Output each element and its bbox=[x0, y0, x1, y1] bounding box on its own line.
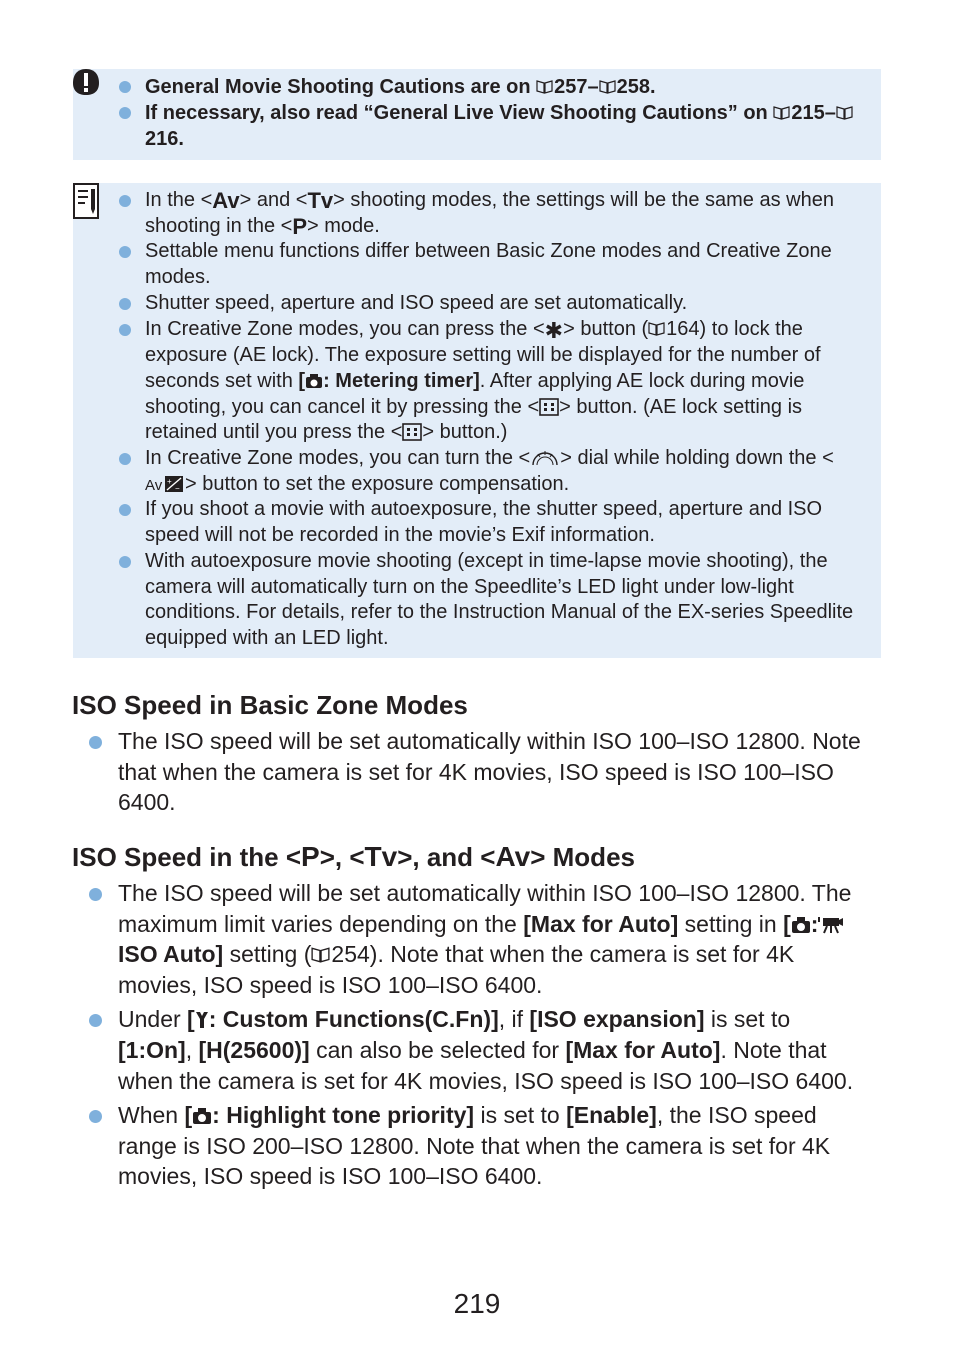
page-number: 219 bbox=[453, 1288, 501, 1319]
ae-release-icon bbox=[539, 398, 559, 416]
page-ref-icon bbox=[599, 80, 616, 94]
av-mode-icon: Av bbox=[212, 188, 240, 213]
ae-lock-icon: ✱ bbox=[544, 317, 564, 343]
list-item: In the <Av> and <Tv> shooting modes, the settings will be the same as when shooting in the <P> mode. bbox=[117, 188, 869, 239]
wrench-icon bbox=[195, 1011, 209, 1029]
page-ref-icon bbox=[536, 80, 553, 94]
svg-text:−: − bbox=[175, 483, 180, 493]
caution-box bbox=[73, 69, 881, 160]
quick-control-dial-icon bbox=[530, 447, 560, 467]
page-ref-icon bbox=[311, 947, 330, 963]
section-heading-p-tv-av: ISO Speed in the <P>, <Tv>, and <Av> Modes bbox=[72, 841, 635, 872]
list-item: With autoexposure movie shooting (except in time-lapse movie shooting), the camera will automatically turn on the Speedlite’s LED light under low-light conditions. For details, refer to the Instruction Manual of the EX-series Speedlite equipped with an LED light. bbox=[117, 549, 869, 652]
note-box bbox=[73, 183, 881, 658]
list-item: Under [ : Custom Functions(C.Fn)], if [ISO expansion] is set to [1:On], [H(25600)] can also be selected for [Max for Auto]. Note that when the camera is set for 4K movies, ISO speed is ISO 100–ISO 6400. bbox=[89, 1004, 869, 1096]
list-item: General Movie Shooting Cautions are on 257– 258. bbox=[117, 74, 869, 100]
exposure-compensation-icon bbox=[145, 475, 185, 493]
p-mode-icon: P bbox=[292, 213, 308, 239]
caution-list bbox=[117, 74, 869, 152]
page-ref-icon bbox=[773, 106, 790, 120]
camera-icon bbox=[192, 1107, 212, 1125]
p-mode-icon: P bbox=[301, 841, 320, 872]
camera-icon bbox=[305, 373, 323, 389]
list-item: In Creative Zone modes, you can turn the < > dial while holding down the < Av + − > button to set the exposure compensation. bbox=[117, 446, 869, 497]
list-item: In Creative Zone modes, you can press the <✱> button ( 164) to lock the exposure (AE lock). The exposure setting will be displayed for the number of seconds set with [ : Metering timer]. After applying AE lock during movie shooting, you can cancel it by pressing the < > button. (AE lock setting is retained until you press the < > button.) bbox=[117, 317, 869, 447]
ae-release-icon bbox=[402, 423, 422, 441]
svg-text:+: + bbox=[167, 476, 172, 486]
list-item: If necessary, also read “General Live View Shooting Cautions” on 215–216. bbox=[117, 100, 869, 152]
section-heading-basic-zone: ISO Speed in Basic Zone Modes bbox=[72, 690, 468, 720]
movie-icon bbox=[818, 916, 844, 934]
shooting-menu-icon: [ bbox=[298, 369, 306, 392]
list-item: When [ : Highlight tone priority] is set to [Enable], the ISO speed range is ISO 200–ISO 12800. Note that when the camera is set for 4K movies, ISO speed is ISO 100–ISO 6400. bbox=[89, 1100, 869, 1192]
p-tv-av-list bbox=[89, 878, 869, 1196]
list-item: The ISO speed will be set automatically within ISO 100–ISO 12800. The maximum limit varies depending on the [Max for Auto] setting in [ :ISO Auto] setting ( 254). Note that when the camera is set for 4K movies, ISO speed is ISO 100–ISO 6400. bbox=[89, 878, 869, 1000]
caution-icon bbox=[73, 69, 103, 109]
note-list bbox=[117, 188, 869, 652]
tv-mode-icon: Tv bbox=[307, 188, 334, 213]
memo-icon bbox=[73, 183, 103, 223]
page-ref-icon bbox=[836, 106, 853, 120]
list-item: The ISO speed will be set automatically within ISO 100–ISO 12800. Note that when the camera is set for 4K movies, ISO speed is ISO 100–ISO 6400. bbox=[89, 726, 869, 818]
list-item: Shutter speed, aperture and ISO speed are set automatically. bbox=[117, 291, 869, 317]
av-mode-icon: Av bbox=[495, 841, 531, 872]
list-item: If you shoot a movie with autoexposure, the shutter speed, aperture and ISO speed will not be recorded in the movie’s Exif information. bbox=[117, 497, 869, 548]
camera-icon bbox=[791, 916, 811, 934]
page-ref-icon bbox=[648, 322, 665, 336]
tv-mode-icon: Tv bbox=[364, 841, 398, 872]
list-item: Settable menu functions differ between Basic Zone modes and Creative Zone modes. bbox=[117, 239, 869, 290]
basic-zone-list bbox=[89, 726, 869, 818]
svg-text:Av: Av bbox=[145, 476, 163, 493]
